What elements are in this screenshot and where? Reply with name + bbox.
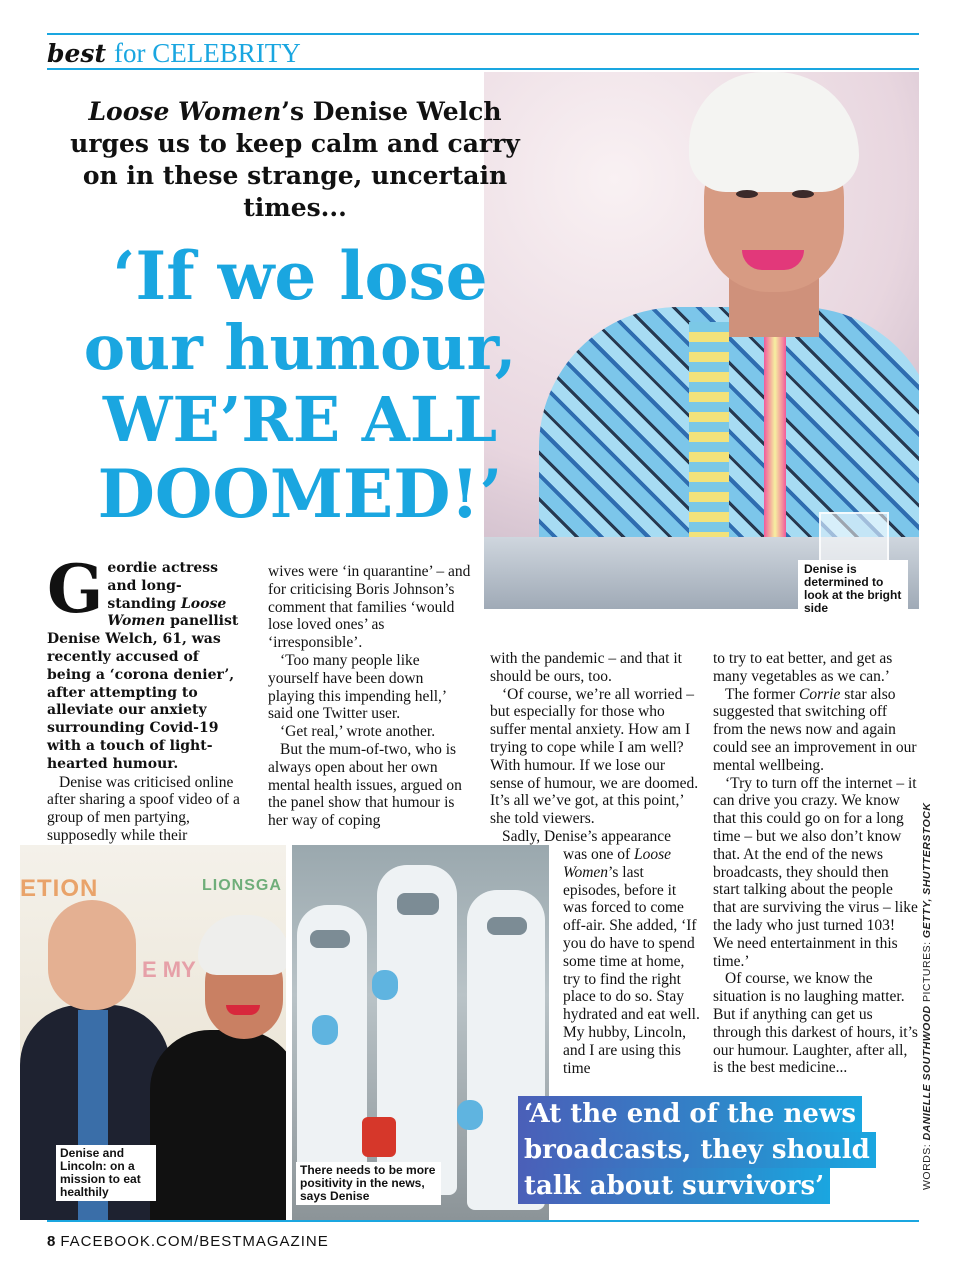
body-paragraph: ‘Try to turn off the internet – it can drive you crazy. We know that this could go on for a long time – but we also don’t know that. At the end of the news broadcasts, they should then start talking about the people that are surviving the virus – like the lady who just turned 103! We need entertainment in this time.’: [713, 774, 918, 970]
body-paragraph: was one of Loose Women’s last episodes, before it was forced to come off-air. She added, ‘If you do have to spend some time at home, try to find the right place to do so. Stay hydrated and eat well. My hubby, Lincoln, and I are using this time: [563, 846, 700, 1077]
body-column-3-continued: [563, 846, 700, 1077]
body-paragraph: ‘Get real,’ wrote another.: [280, 723, 436, 741]
photo-credits: WORDS: DANIELLE SOUTHWOOD PICTURES: GETTY, SHUTTERSTOCK: [921, 802, 933, 1190]
pull-quote-line: broadcasts, they should: [518, 1132, 876, 1168]
body-column-2: [268, 563, 473, 830]
footer-rule: [47, 1220, 919, 1222]
body-paragraph: But the mum-of-two, who is always open about her own mental health issues, argued on the panel show that humour is her way of coping: [268, 740, 462, 830]
standfirst: [60, 96, 530, 224]
body-paragraph: wives were ‘in quarantine’ – and for criticising Boris Johnson’s comment that families ‘would lose loved ones’ as ‘irresponsible’.: [268, 563, 471, 652]
standfirst-show-name: Loose Women: [88, 97, 282, 126]
body-paragraph: to try to eat better, and get as many vegetables as we can.’: [713, 650, 893, 685]
body-paragraph: Sadly, Denise’s appearance: [502, 827, 671, 845]
backdrop-text: LIONSGA: [202, 877, 282, 894]
headline-line-2: our humour,: [83, 311, 517, 384]
section-title: for CELEBRITY: [113, 38, 301, 68]
top-rule: [47, 33, 919, 35]
backdrop-text: ETION: [20, 875, 99, 902]
headline-line-1: ‘If we lose: [112, 237, 488, 315]
body-paragraph: with the pandemic – and that it should be ours, too.: [490, 650, 682, 685]
headline: [30, 237, 570, 533]
section-header: [47, 38, 301, 69]
intro-paragraph: Geordie actress and long-standing Loose Women panellist Denise Welch, 61, was recently accused of being a ‘corona denier’, after attempting to alleviate our anxiety surrounding Covid-19 with a touch of light-hearted humour.: [47, 550, 239, 772]
body-paragraph: Of course, we know the situation is no laughing matter. But if anything can get us through this darkest of hours, it’s our humour. Laughter, after all, is the best medicine...: [713, 970, 918, 1077]
brand-logo: best: [47, 39, 107, 68]
header-rule: [47, 68, 919, 70]
body-column-3: [490, 650, 700, 846]
body-paragraph: ‘Of course, we’re all worried – but especially for those who suffer mental anxiety. How am I trying to cope while I am well? With humour. If we lose our sense of humour, we are doomed. It’s all we’ve got, at this point,’ she told viewers.: [490, 685, 699, 828]
headline-line-4: DOOMED!’: [97, 455, 503, 533]
pull-quote-line: talk about survivors’: [518, 1168, 830, 1204]
body-paragraph: The former Corrie star also suggested that switching off from the news now and again could see an improvement in our mental wellbeing.: [713, 685, 917, 774]
footer-url[interactable]: FACEBOOK.COM/BESTMAGAZINE: [60, 1233, 329, 1250]
backdrop-text: E MY: [142, 957, 196, 982]
body-paragraph: ‘Too many people like yourself have been down playing this impending hell,’ said one Twitter user.: [268, 651, 446, 723]
body-column-1: [47, 550, 247, 845]
body-paragraph: Denise was criticised online after sharing a spoof video of a group of men partying, supposedly while their: [47, 773, 240, 844]
hero-caption: Denise is determined to look at the bright side: [798, 560, 908, 618]
drop-cap: G: [47, 550, 104, 628]
pull-quote-line: ‘At the end of the news: [518, 1096, 862, 1132]
body-column-4: [713, 650, 918, 1077]
headline-line-3: WE’RE ALL: [102, 383, 498, 456]
photo-caption-right: There needs to be more positivity in the news, says Denise: [296, 1162, 441, 1205]
footer: [47, 1233, 329, 1250]
pull-quote: [518, 1096, 898, 1204]
page-number: 8: [47, 1233, 57, 1250]
standfirst-text: ’s Denise Welch urges us to keep calm and carry on in these strange, uncertain times...: [70, 97, 520, 222]
photo-caption-left: Denise and Lincoln: on a mission to eat healthily: [56, 1145, 156, 1201]
